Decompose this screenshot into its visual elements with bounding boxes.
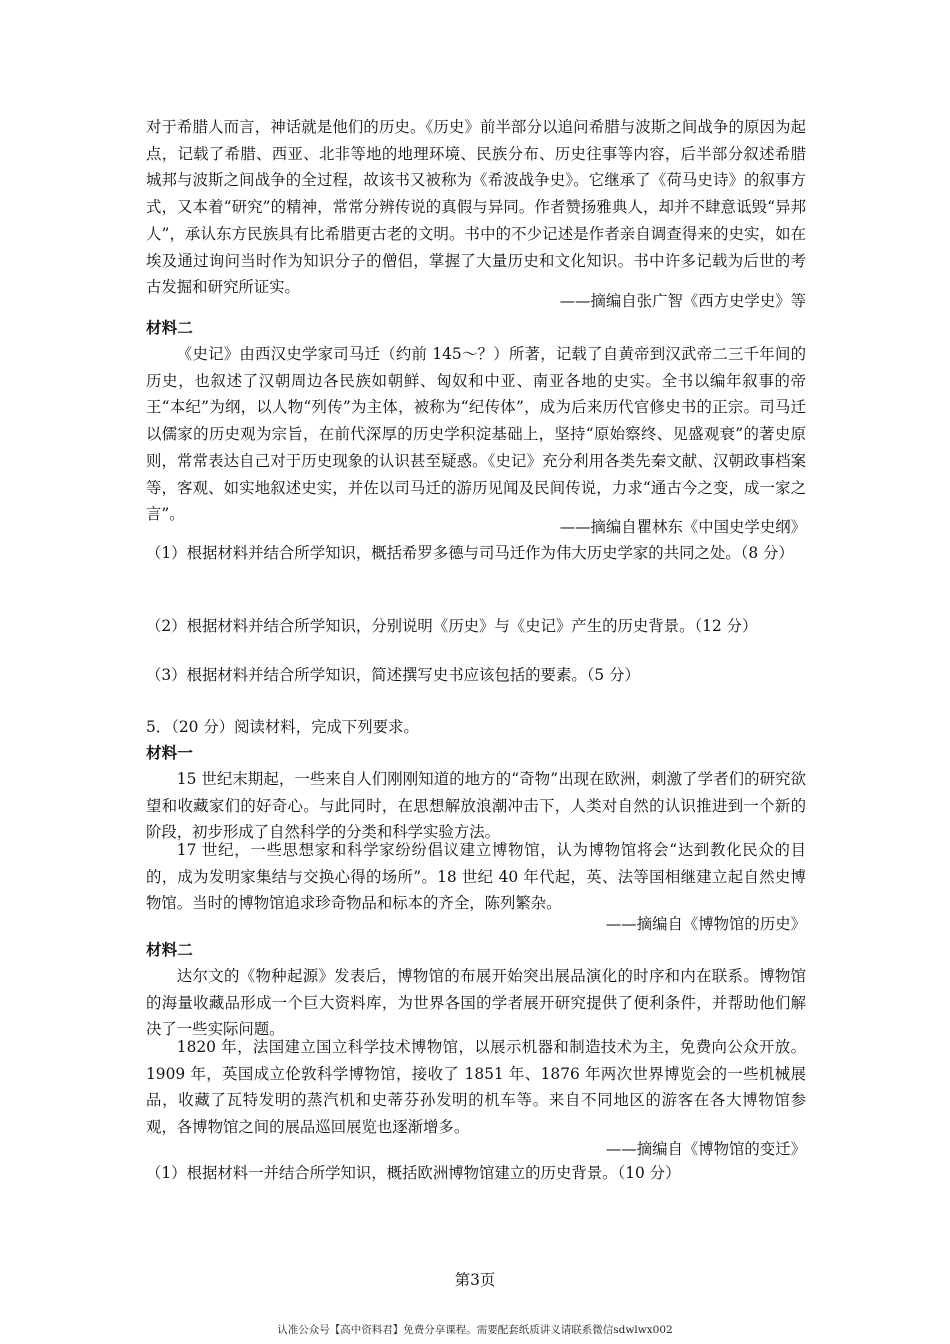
question-4-2: （2）根据材料并结合所学知识，分别说明《历史》与《史记》产生的历史背景。（12 分） (146, 617, 758, 635)
q5-material-1-paragraph-b: 17 世纪，一些思想家和科学家纷纷倡议建立博物馆，认为博物馆将会“达到教化民众的目的，成为发明家集结与交换心得的场所”。18 世纪 40 年代起，英、法等国相继建立起自然史博物馆。当时的博物馆追求珍奇物品和标本的齐全，陈列繁杂。 (146, 841, 806, 913)
q5-material-1-source: ——摘编自《博物馆的历史》 (605, 915, 806, 933)
material-1-continued-paragraph: 对于希腊人而言，神话就是他们的历史。《历史》前半部分以追问希腊与波斯之间战争的原因为起点，记载了希腊、西亚、北非等地的地理环境、民族分布、历史往事等内容，后半部分叙述希腊城邦与波斯之间战争的全过程，故该书又被称为《希波战争史》。它继承了《荷马史诗》的叙事方式，又本着“研究”的精神，常常分辨传说的真假与异同。作者赞扬雅典人，却并不肆意诋毁“异邦人”，承认东方民族具有比希腊更古老的文明。书中的不少记述是作者亲自调查得来的史实，如在埃及通过询问当时作为知识分子的僧侣，掌握了大量历史和文化知识。书中许多记载为后世的考古发掘和研究所证实。 (146, 118, 806, 297)
q5-material-2-heading: 材料二 (146, 941, 193, 959)
footer-note: 认准公众号【高中资料君】免费分享课程。需要配套纸质讲义请联系微信sdwlwx002 (277, 1324, 673, 1336)
q5-material-2-source: ——摘编自《博物馆的变迁》 (605, 1140, 806, 1158)
material-2-paragraph: 《史记》由西汉史学家司马迁（约前 145～？）所著，记载了自黄帝到汉武帝二三千年间的历史，也叙述了汉朝周边各民族如朝鲜、匈奴和中亚、南亚各地的史实。全书以编年叙事的帝王“本纪”为纲，以人物“列传”为主体，被称为“纪传体”，成为后来历代官修史书的正宗。司马迁以儒家的历史观为宗旨，在前代深厚的历史学积淀基础上，坚持“原始察终、见盛观衰”的著史原则，常常表达自己对于历史现象的认识甚至疑惑。《史记》充分利用各类先秦文献、汉朝政事档案等，客观、如实地叙述史实，并佐以司马迁的游历见闻及民间传说，力求“通古今之变，成一家之言”。 (146, 345, 806, 524)
question-5-intro: 5．（20 分）阅读材料，完成下列要求。 (146, 718, 419, 736)
question-5-1: （1）根据材料一并结合所学知识，概括欧洲博物馆建立的历史背景。（10 分） (146, 1164, 681, 1182)
q5-material-2-paragraph-a: 达尔文的《物种起源》发表后，博物馆的布展开始突出展品演化的时序和内在联系。博物馆的海量收藏品形成一个巨大资料库，为世界各国的学者展开研究提供了便利条件，并帮助他们解决了一些实际问题。 (146, 967, 806, 1039)
material-2-heading: 材料二 (146, 319, 193, 337)
q5-material-1-paragraph-a: 15 世纪末期起，一些来自人们刚刚知道的地方的“奇物”出现在欧洲，刺激了学者们的研究欲望和收藏家们的好奇心。与此同时，在思想解放浪潮冲击下，人类对自然的认识推进到一个新的阶段，初步形成了自然科学的分类和科学实验方法。 (146, 770, 806, 842)
question-4-1: （1）根据材料并结合所学知识，概括希罗多德与司马迁作为伟大历史学家的共同之处。（8 分） (146, 544, 794, 562)
q5-material-1-heading: 材料一 (146, 744, 193, 762)
question-4-3: （3）根据材料并结合所学知识，简述撰写史书应该包括的要素。（5 分） (146, 666, 640, 684)
material-2-source: ——摘编自瞿林东《中国史学史纲》 (559, 518, 806, 536)
page-number: 第3页 (454, 1271, 496, 1289)
q5-material-2-paragraph-b: 1820 年，法国建立国立科学技术博物馆，以展示机器和制造技术为主，免费向公众开放。1909 年，英国成立伦敦科学博物馆，接收了 1851 年、1876 年两次世界博览会的一些机械展品，收藏了瓦特发明的蒸汽机和史蒂芬孙发明的机车等。来自不同地区的游客在各大博物馆参观，各博物馆之间的展品巡回展览也逐渐增多。 (146, 1038, 806, 1137)
material-1-source: ——摘编自张广智《西方史学史》等 (559, 292, 806, 310)
